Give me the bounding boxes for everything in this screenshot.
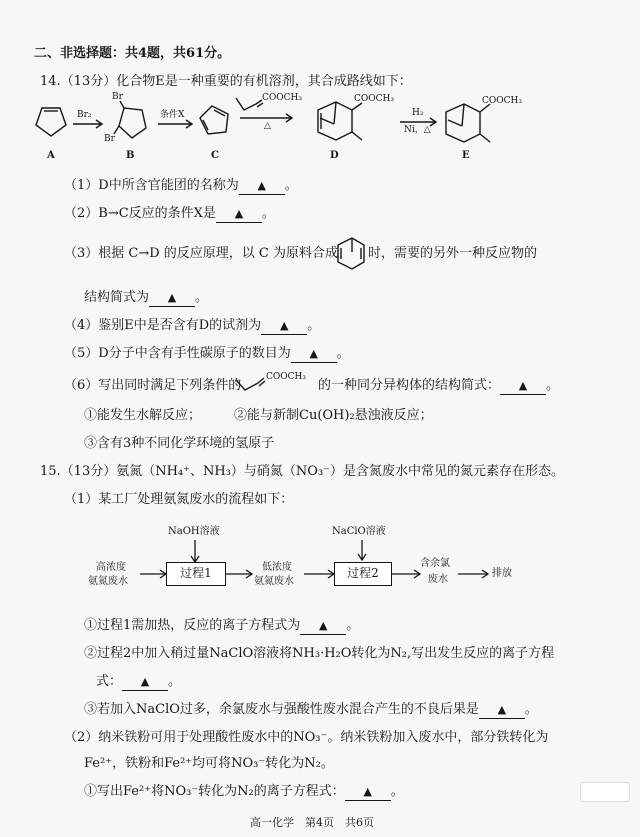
compound-a-ring	[36, 108, 66, 136]
d-ester-group: COOCH₃	[354, 94, 394, 104]
q14-3c: 结构简式为 ▲ 。	[84, 290, 209, 305]
label-b: B	[126, 150, 135, 161]
page-footer: 高一化学 第4页 共6页	[250, 816, 374, 829]
q14-intro: 14.（13分）化合物E是一种重要的有机溶剂，其合成路线如下：	[40, 74, 412, 89]
q14-3b: 时，需要的另外一种反应物的	[368, 246, 538, 261]
q14-3a: （3）根据 C→D 的反应原理，以 C 为原料合成	[64, 246, 339, 261]
q3-target-structure	[338, 238, 364, 269]
q15-s4: ①写出Fe²⁺将NO₃⁻转化为N₂的离子方程式： ▲ 。	[84, 784, 404, 799]
q14-5: （5）D分子中含有手性碳原子的数目为 ▲ 。	[64, 346, 350, 361]
br-bottom: Br	[104, 134, 115, 144]
reagent-condition-x: 条件X	[160, 110, 185, 120]
q14-6b: 的一种同分异构体的结构简式： ▲ 。	[318, 378, 560, 393]
process-2-box: 过程2	[334, 562, 392, 586]
flow-out-1: 含余氯	[420, 558, 450, 569]
watermark-logo	[580, 782, 630, 802]
section-header: 二、非选择题：共4题，共61分。	[34, 46, 231, 61]
flow-input-1: 高浓度	[96, 562, 126, 573]
q15-part2b: Fe²⁺，铁粉和Fe²⁺均可将NO₃⁻转化为N₂。	[84, 756, 334, 771]
reagent-h2: H₂	[412, 108, 424, 118]
q15-part1: （1）某工厂处理氨氮废水的流程如下：	[64, 492, 294, 507]
flow-naclo: NaClO溶液	[332, 526, 386, 537]
reagent-br2: Br₂	[77, 110, 92, 120]
q15-intro: 15.（13分）氨氮（NH₄⁺、NH₃）与硝氮（NO₃⁻）是含氮废水中常见的氮元素存在形态。	[40, 464, 565, 479]
process-1-box: 过程1	[166, 562, 226, 586]
q14-cond2: ②能与新制Cu(OH)₂悬浊液反应；	[234, 408, 433, 423]
reagent-ni: Ni，△	[404, 125, 431, 135]
label-e: E	[462, 150, 470, 161]
q14-4: （4）鉴别E中是否含有D的试剂为 ▲ 。	[64, 318, 321, 333]
flow-mid-1: 低浓度	[262, 562, 292, 573]
heat-triangle: △	[264, 121, 271, 131]
flow-input-2: 氨氮废水	[88, 576, 128, 587]
q15-s3: ③若加入NaClO过多，余氯废水与强酸性废水混合产生的不良后果是 ▲ 。	[84, 702, 538, 717]
q14-2: （2）B→C反应的条件X是 ▲ 。	[64, 206, 275, 221]
e-ester-group: COOCH₃	[482, 96, 522, 106]
flow-mid-2: 氨氮废水	[254, 576, 294, 587]
q14-6a: （6）写出同时满足下列条件的	[64, 378, 242, 393]
q14-cond1: ①能发生水解反应；	[84, 408, 202, 423]
label-d: D	[330, 150, 339, 161]
q15-s1: ①过程1需加热，反应的离子方程式为 ▲ 。	[84, 618, 360, 633]
q14-6-group: COOCH₃	[266, 372, 306, 382]
flow-out-2: 废水	[428, 574, 448, 585]
q14-1: （1）D中所含官能团的名称为 ▲ 。	[64, 178, 298, 193]
dienophile-group: COOCH₃	[262, 93, 302, 103]
compound-b-ring	[119, 108, 146, 138]
label-c: C	[211, 150, 219, 161]
br-top: Br	[112, 92, 123, 102]
q15-s2b: 式： ▲ 。	[96, 674, 182, 689]
q15-s2a: ②过程2中加入稍过量NaClO溶液将NH₃·H₂O转化为N₂,写出发生反应的离子方程	[84, 646, 555, 661]
q14-cond3: ③含有3种不同化学环境的氢原子	[84, 436, 275, 451]
flow-discharge: 排放	[492, 568, 512, 579]
flow-naoh: NaOH溶液	[168, 526, 220, 537]
label-a: A	[47, 150, 55, 161]
q15-part2a: （2）纳米铁粉可用于处理酸性废水中的NO₃⁻。纳米铁粉加入废水中，部分铁转化为	[64, 730, 549, 745]
